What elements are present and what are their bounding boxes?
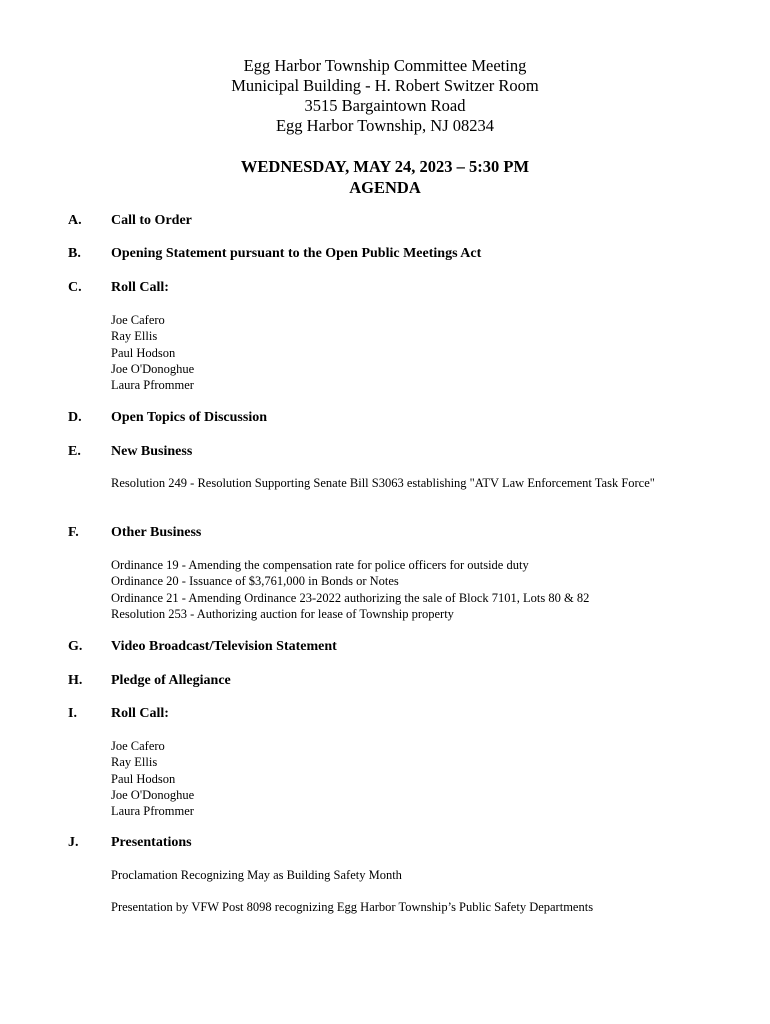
list-item: Joe Cafero [111, 313, 165, 327]
section-heading: Other Business [111, 525, 202, 540]
list-item: Joe Cafero [111, 739, 165, 753]
section-heading: Pledge of Allegiance [111, 673, 231, 688]
list-item: Ordinance 20 - Issuance of $3,761,000 in Bonds or Notes [111, 574, 399, 589]
list-item: Paul Hodson [111, 771, 176, 786]
list-item: Ordinance 21 - Amending Ordinance 23-2022 authorizing the sale of Block 7101, Lots 80 & 82 [111, 590, 590, 605]
section-heading: Presentations [111, 835, 192, 850]
section-letter: C. [68, 280, 82, 295]
section-heading: Roll Call: [111, 706, 169, 721]
presentations-list [111, 867, 711, 916]
list-item: Ordinance 19 - Amending the compensation rate for police officers for outside duty [111, 558, 529, 572]
list-item: Joe O'Donoghue [111, 787, 195, 802]
section-letter: E. [68, 444, 81, 459]
new-business-list [111, 475, 676, 491]
list-item: Ray Ellis [111, 755, 158, 770]
list-item: Proclamation Recognizing May as Building Safety Month [111, 868, 402, 882]
section-heading: Call to Order [111, 213, 192, 228]
list-item: Joe O'Donoghue [111, 361, 195, 376]
list-item: Laura Pfrommer [111, 804, 194, 819]
list-item: Resolution 253 - Authorizing auction for lease of Township property [111, 606, 454, 621]
section-letter: D. [68, 410, 82, 425]
section-letter: B. [68, 246, 81, 261]
meeting-city: Egg Harbor Township, NJ 08234 [275, 116, 495, 135]
section-heading: Roll Call: [111, 280, 169, 295]
list-item: Paul Hodson [111, 345, 176, 360]
agenda-title [0, 156, 770, 198]
section-letter: H. [68, 673, 83, 688]
section-heading: Open Topics of Discussion [111, 410, 267, 425]
roll-call-list [111, 312, 691, 393]
section-heading: Video Broadcast/Television Statement [111, 639, 337, 654]
section-heading: Opening Statement pursuant to the Open Public Meetings Act [111, 246, 482, 261]
section-letter: A. [68, 213, 82, 228]
section-letter: F. [68, 525, 79, 540]
list-item: Ray Ellis [111, 329, 158, 344]
section-heading: New Business [111, 444, 193, 459]
meeting-header [0, 56, 770, 136]
list-item: Resolution 249 - Resolution Supporting Senate Bill S3063 establishing "ATV Law Enforcement Task Force" [111, 476, 655, 490]
section-letter: I. [68, 706, 77, 721]
roll-call-list [111, 738, 691, 819]
list-item: Presentation by VFW Post 8098 recognizing Egg Harbor Township’s Public Safety Departments [111, 900, 594, 915]
section-letter: G. [68, 639, 83, 654]
meeting-location: Municipal Building - H. Robert Switzer Room [231, 76, 539, 95]
meeting-date-time: WEDNESDAY, MAY 24, 2023 – 5:30 PM [240, 157, 530, 176]
meeting-street: 3515 Bargaintown Road [304, 96, 466, 115]
list-item: Laura Pfrommer [111, 378, 194, 393]
section-letter: J. [68, 835, 79, 850]
meeting-name: Egg Harbor Township Committee Meeting [243, 56, 527, 75]
agenda-label: AGENDA [349, 178, 421, 197]
other-business-list [111, 557, 691, 622]
